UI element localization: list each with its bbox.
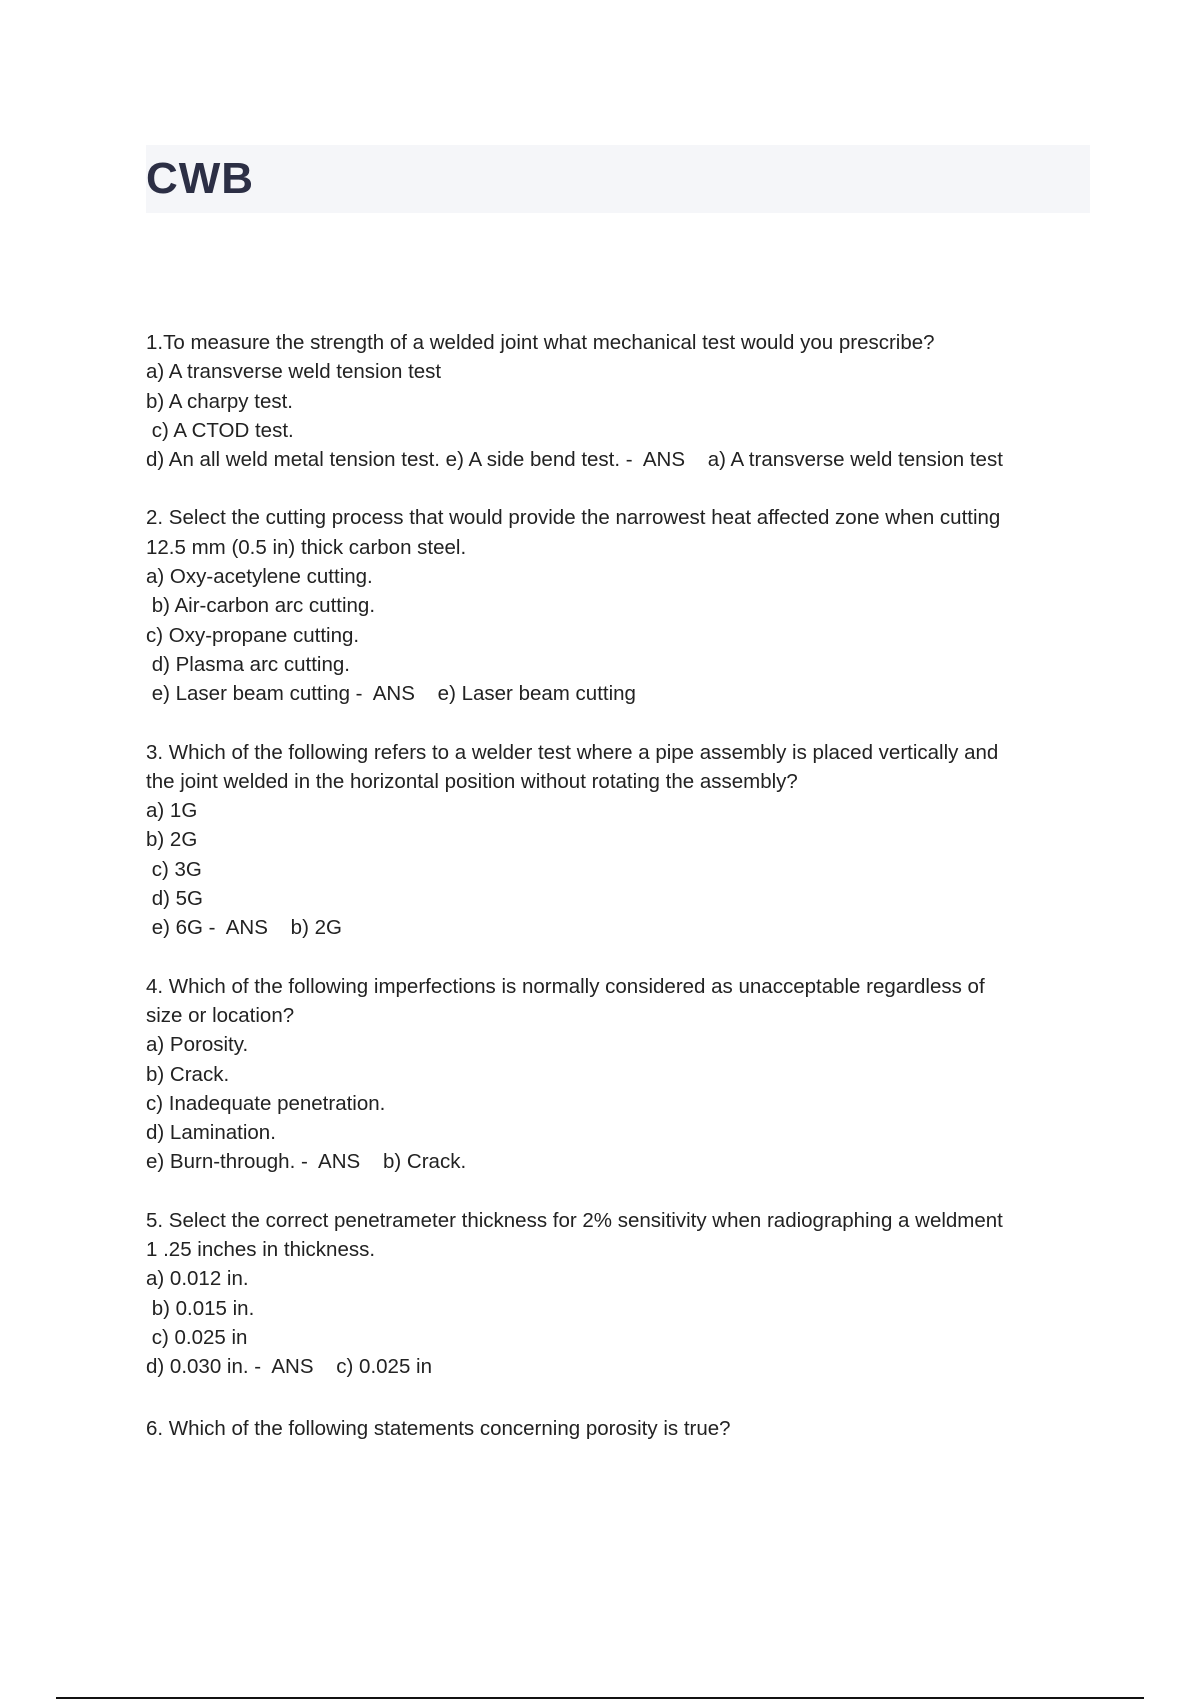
question-2-option: b) Air-carbon arc cutting. — [146, 594, 376, 618]
question-4-option: d) Lamination. — [146, 1121, 276, 1145]
question-5-answer: d) 0.030 in. - ANS c) 0.025 in — [146, 1355, 433, 1379]
question-5-prompt: 1 .25 inches in thickness. — [146, 1238, 376, 1262]
title-band — [146, 145, 1090, 213]
document-title: CWB — [146, 154, 255, 203]
question-6-prompt: 6. Which of the following statements concerning porosity is true? — [146, 1417, 731, 1440]
question-3-option: b) 2G — [146, 828, 198, 852]
question-5-option: c) 0.025 in — [146, 1325, 248, 1349]
question-2 — [146, 503, 1096, 708]
question-3 — [146, 738, 1096, 943]
question-1-option: b) A charpy test. — [146, 389, 293, 413]
question-5-option: a) 0.012 in. — [146, 1267, 249, 1291]
question-4-answer: e) Burn-through. - ANS b) Crack. — [146, 1150, 467, 1174]
question-3-answer: e) 6G - ANS b) 2G — [146, 916, 342, 940]
question-4-prompt: 4. Which of the following imperfections is normally considered as unacceptable regardless of — [146, 974, 985, 998]
question-3-option: c) 3G — [146, 857, 202, 881]
question-4-option: a) Porosity. — [146, 1033, 249, 1057]
question-4-option: b) Crack. — [146, 1062, 230, 1086]
question-2-prompt: 12.5 mm (0.5 in) thick carbon steel. — [146, 535, 467, 559]
question-1 — [146, 328, 1096, 474]
question-4-option: c) Inadequate penetration. — [146, 1091, 386, 1115]
question-2-answer: e) Laser beam cutting - ANS e) Laser beam cutting — [146, 682, 636, 706]
question-1-option: a) A transverse weld tension test — [146, 360, 442, 384]
question-5-option: b) 0.015 in. — [146, 1296, 255, 1320]
question-4-prompt: size or location? — [146, 1003, 295, 1027]
question-3-prompt: the joint welded in the horizontal position without rotating the assembly? — [146, 769, 798, 793]
question-2-option: c) Oxy-propane cutting. — [146, 623, 360, 647]
question-list — [146, 328, 1096, 1411]
question-3-prompt: 3. Which of the following refers to a welder test where a pipe assembly is placed vertically and — [146, 740, 999, 764]
question-4 — [146, 972, 1096, 1177]
question-1-option: c) A CTOD test. — [146, 418, 294, 442]
question-3-option: a) 1G — [146, 799, 198, 823]
question-3-option: d) 5G — [146, 887, 203, 911]
question-2-prompt: 2. Select the cutting process that would provide the narrowest heat affected zone when cutting — [146, 506, 1001, 530]
question-2-option: d) Plasma arc cutting. — [146, 652, 350, 676]
question-1-answer: d) An all weld metal tension test. e) A side bend test. - ANS a) A transverse weld tension test — [146, 448, 1003, 472]
question-2-option: a) Oxy-acetylene cutting. — [146, 565, 373, 589]
question-5 — [146, 1206, 1096, 1382]
question-1-prompt: 1.To measure the strength of a welded joint what mechanical test would you prescribe? — [146, 331, 935, 354]
footer-divider — [56, 1697, 1144, 1699]
question-5-prompt: 5. Select the correct penetrameter thickness for 2% sensitivity when radiographing a weldment — [146, 1208, 1003, 1232]
